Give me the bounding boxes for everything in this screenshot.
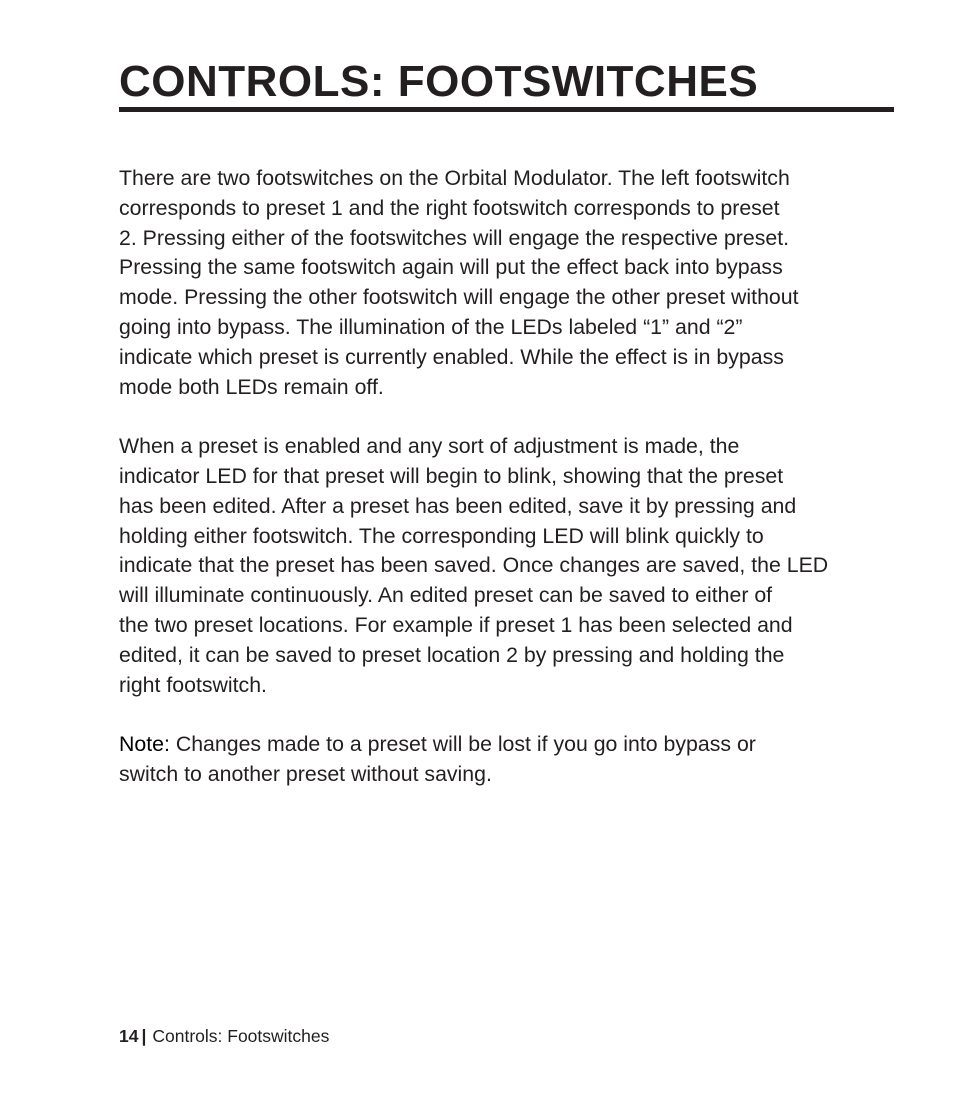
text-line: holding either footswitch. The corresponding LED will blink quickly to [119,523,764,548]
text-line: edited, it can be saved to preset location 2 by pressing and holding the [119,642,785,667]
note-label: Note: [119,732,170,757]
text-line: Pressing the same footswitch again will put the effect back into bypass [119,255,783,280]
page-title: CONTROLS: FOOTSWITCHES [119,57,759,106]
text-line: indicate that the preset has been saved. Once changes are saved, the LED [119,553,829,578]
text-line: indicator LED for that preset will begin to blink, showing that the preset [119,463,784,488]
text-line: There are two footswitches on the Orbital Modulator. The left footswitch [119,166,790,190]
text-line: right footswitch. [119,672,267,697]
text-line: mode both LEDs remain off. [119,374,384,399]
text-line: 2. Pressing either of the footswitches will engage the respective preset. [119,225,790,250]
text-line: When a preset is enabled and any sort of adjustment is made, the [119,434,740,459]
title-rule [119,107,894,112]
footer-section-title: Controls: Footswitches [152,1026,330,1046]
footer-separator: | [141,1026,147,1046]
page-number: 14 [119,1026,139,1046]
paragraph-footswitch-overview [119,164,899,402]
text-line: Changes made to a preset will be lost if you go into bypass or [169,732,756,757]
text-line: indicate which preset is currently enabled. While the effect is in bypass [119,344,784,369]
text-line: mode. Pressing the other footswitch will engage the other preset without [119,285,799,310]
text-line: has been edited. After a preset has been edited, save it by pressing and [119,493,797,518]
text-line: switch to another preset without saving. [119,761,492,786]
text-line: going into bypass. The illumination of the LEDs labeled “1” and “2” [119,314,743,339]
text-line: will illuminate continuously. An edited preset can be saved to either of [119,583,773,608]
paragraph-preset-editing [119,432,899,700]
note-paragraph [119,730,899,790]
body-text [119,164,899,820]
text-line: the two preset locations. For example if preset 1 has been selected and [119,612,793,637]
page-footer [119,1024,329,1048]
text-line: corresponds to preset 1 and the right footswitch corresponds to preset [119,195,780,220]
